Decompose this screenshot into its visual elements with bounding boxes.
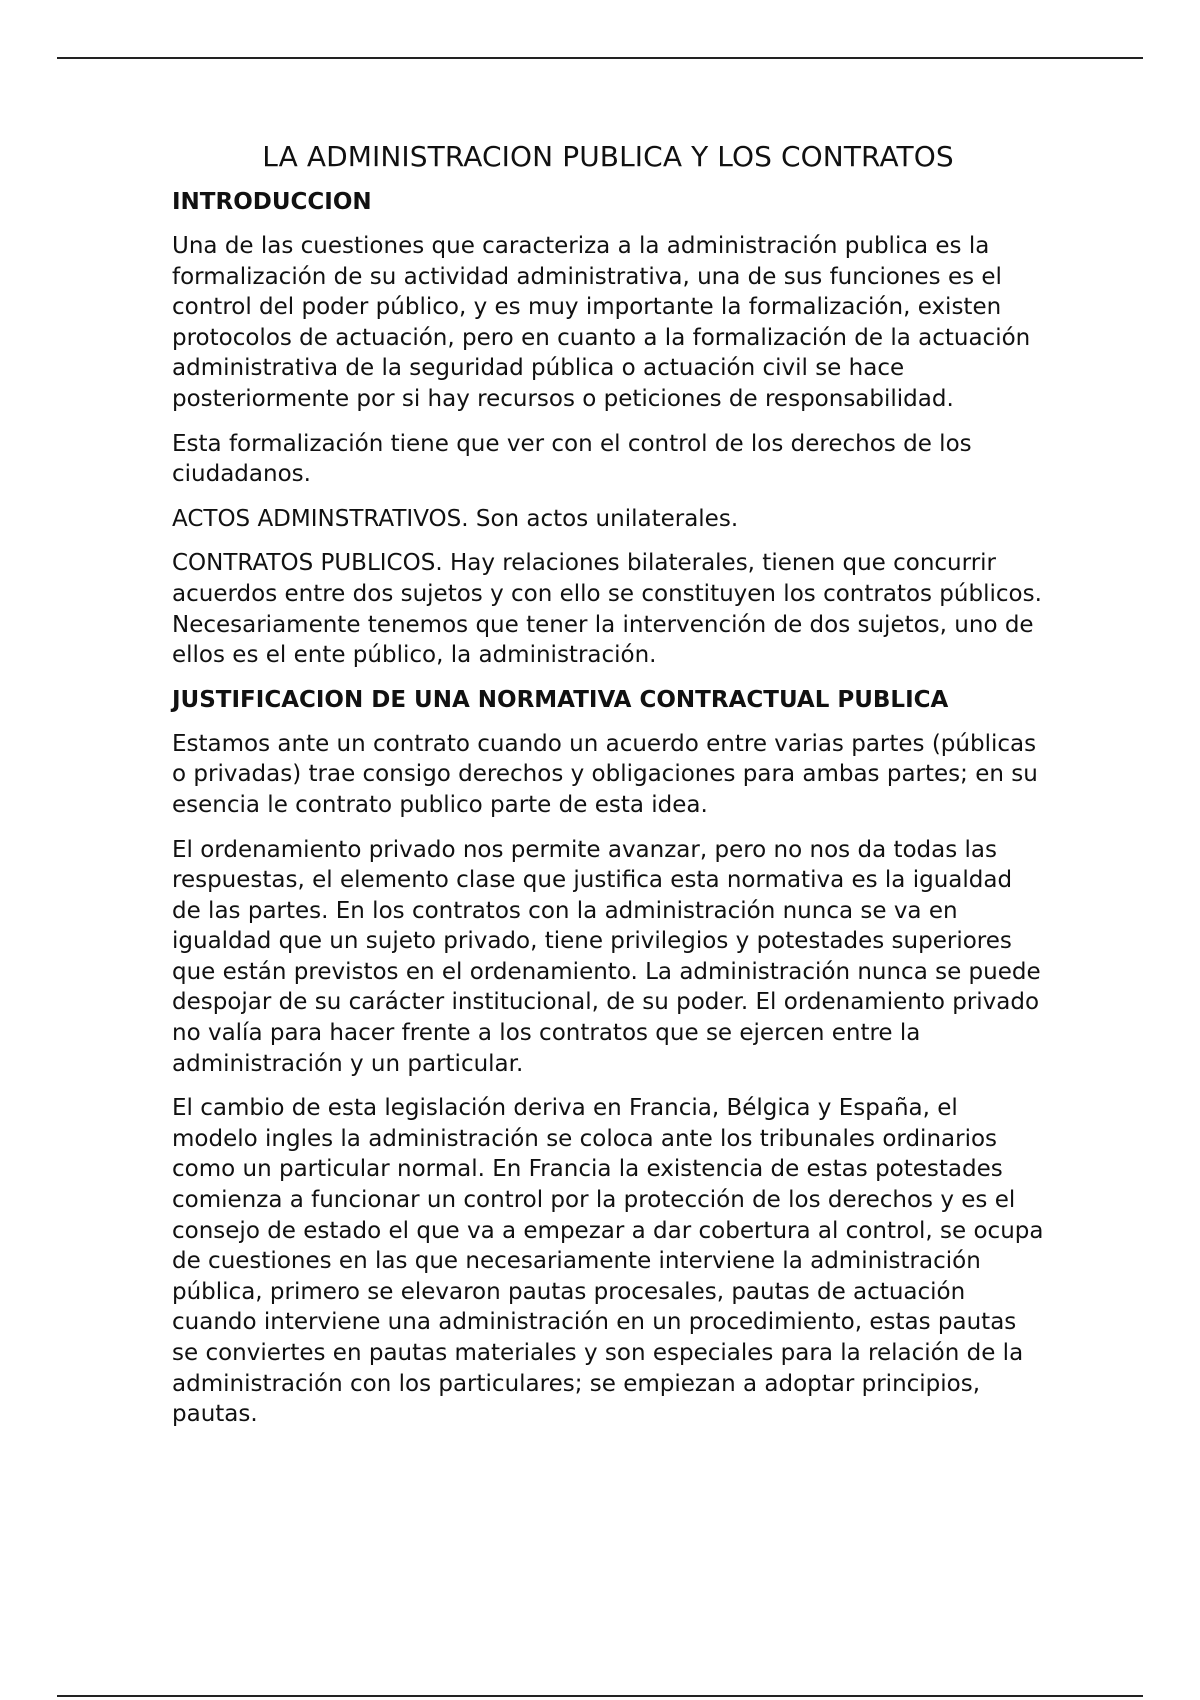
paragraph: CONTRATOS PUBLICOS. Hay relaciones bilaterales, tienen que concurrir acuerdos entre dos sujetos y con ello se constituyen los contratos públicos. Necesariamente tenemos que tener la intervención de dos sujetos, uno de ellos es el ente público, la administración. [172, 550, 1042, 669]
document-body [172, 139, 1044, 1444]
paragraph: Una de las cuestiones que caracteriza a la administración publica es la formalización de su actividad administrativa, una de sus funciones es el control del poder público, y es muy importante la formalización, existen protocolos de actuación, pero en cuanto a la formalización de la actuación administrativa de la seguridad pública o actuación civil se hace posteriormente por si hay recursos o peticiones de responsabilidad. [172, 233, 1031, 412]
header-rule [57, 57, 1143, 59]
section-justificacion [172, 685, 1044, 1430]
paragraph: El ordenamiento privado nos permite avanzar, pero no nos da todas las respuestas, el elemento clase que justifica esta normativa es la igualdad de las partes. En los contratos con la administración nunca se va en igualdad que un sujeto privado, tiene privilegios y potestades superiores que están previstos en el ordenamiento. La administración nunca se puede despojar de su carácter institucional, de su poder. El ordenamiento privado no valía para hacer frente a los contratos que se ejercen entre la administración y un particular. [172, 836, 1041, 1077]
paragraph: El cambio de esta legislación deriva en Francia, Bélgica y España, el modelo ingles la administración se coloca ante los tribunales ordinarios como un particular normal. En Francia la existencia de estas potestades comienza a funcionar un control por la protección de los derechos y es el consejo de estado el que va a empezar a dar cobertura al control, se ocupa de cuestiones en las que necesariamente interviene la administración pública, primero se elevaron pautas procesales, pautas de actuación cuando interviene una administración en un procedimiento, estas pautas se conviertes en pautas materiales y son especiales para la relación de la administración con los particulares; se empiezan a adoptar principios, pautas. [172, 1095, 1044, 1428]
paragraph: Estamos ante un contrato cuando un acuerdo entre varias partes (públicas o privadas) trae consigo derechos y obligaciones para ambas partes; en su esencia le contrato publico parte de esta idea. [172, 730, 1038, 818]
paragraph: Esta formalización tiene que ver con el control de los derechos de los ciudadanos. [172, 430, 972, 488]
section-heading: JUSTIFICACION DE UNA NORMATIVA CONTRACTUAL PUBLICA [172, 686, 949, 713]
section-introduccion [172, 187, 1044, 671]
footer-rule [57, 1695, 1143, 1697]
section-heading: INTRODUCCION [172, 189, 372, 215]
paragraph: ACTOS ADMINSTRATIVOS. Son actos unilaterales. [172, 505, 739, 532]
document-title: LA ADMINISTRACION PUBLICA Y LOS CONTRATOS [262, 140, 954, 173]
